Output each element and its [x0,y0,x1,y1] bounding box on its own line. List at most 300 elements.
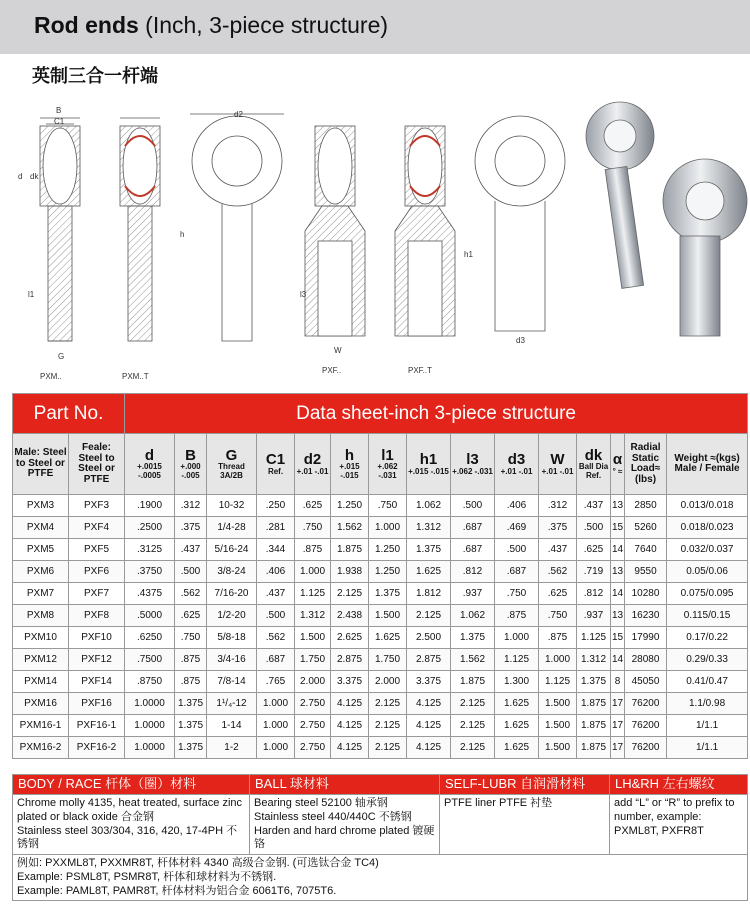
table-cell: 2.875 [407,649,451,671]
column-symbol: C1 [265,450,286,468]
column-tolerance: +.01 -.01 [500,466,533,476]
column-header: Radial Static Load≈ (lbs) [625,434,667,495]
table-cell: .5000 [125,605,175,627]
rod-end-photo [586,102,747,336]
column-symbol: dk [584,446,603,464]
table-cell: PXF12 [69,649,125,671]
table-cell: PXF16-2 [69,737,125,759]
table-cell: PXF4 [69,517,125,539]
column-tolerance: Ref. [267,466,284,476]
table-cell: 4.125 [331,693,369,715]
materials-lubr: PTFE liner PTFE 衬垫 [440,795,610,855]
table-cell: .500 [451,495,495,517]
drawing-label: PXF.. [322,366,342,375]
table-cell: 76200 [625,737,667,759]
table-cell: 7640 [625,539,667,561]
table-cell: 1.375 [175,693,207,715]
table-cell: PXM14 [13,671,69,693]
dim-label-c1: C1 [54,117,65,126]
drawing-pxf-t [395,126,455,336]
table-cell: 2.750 [295,737,331,759]
table-cell: 17 [611,715,625,737]
table-cell: 76200 [625,715,667,737]
table-cell: .687 [451,539,495,561]
table-cell: .719 [577,561,611,583]
table-cell: 1.875 [451,671,495,693]
table-cell: 76200 [625,693,667,715]
table-cell: .812 [451,561,495,583]
table-cell: 1.500 [539,737,577,759]
table-cell: 14 [611,583,625,605]
table-cell: 9550 [625,561,667,583]
table-cell: .687 [495,561,539,583]
table-cell: 1.625 [495,715,539,737]
part-no-header: Part No. [13,394,125,434]
table-row [13,517,748,539]
materials-table [12,774,748,901]
table-cell: 1.000 [257,715,295,737]
table-cell: 14 [611,649,625,671]
table-cell: PXF14 [69,671,125,693]
table-cell: .625 [539,583,577,605]
table-cell: 1.562 [451,649,495,671]
table-cell: 1.375 [175,715,207,737]
table-row [13,539,748,561]
table-cell: .562 [539,561,577,583]
table-cell: 3/4-16 [207,649,257,671]
table-cell: 0.075/0.095 [667,583,748,605]
table-row [13,737,748,759]
table-cell: .750 [369,495,407,517]
table-cell: 1.000 [295,561,331,583]
table-cell: .875 [539,627,577,649]
table-cell: 1/2-20 [207,605,257,627]
table-cell: PXF3 [69,495,125,517]
table-cell: .750 [495,583,539,605]
table-cell: 1.375 [577,671,611,693]
table-cell: 5/16-24 [207,539,257,561]
table-cell: 1.1/0.98 [667,693,748,715]
column-header [331,434,369,495]
table-cell: 5260 [625,517,667,539]
dim-label-b: B [56,106,62,115]
table-cell: .375 [175,517,207,539]
table-cell: .4375 [125,583,175,605]
column-symbol: d2 [303,450,322,468]
column-tolerance: Thread 3A/2B [218,462,245,480]
drawing-label: PXM..T [122,372,149,381]
table-cell: 1.0000 [125,715,175,737]
table-cell: .437 [539,539,577,561]
table-cell: .875 [495,605,539,627]
table-row [13,605,748,627]
table-row [13,649,748,671]
table-cell: 1/1.1 [667,737,748,759]
dim-label-g: G [58,352,65,361]
table-cell: 17 [611,693,625,715]
dim-label-l1: l1 [28,290,35,299]
column-symbol: d [144,446,155,464]
table-cell: 1.250 [369,539,407,561]
table-cell: 15 [611,517,625,539]
table-cell: 0.032/0.037 [667,539,748,561]
table-cell: 1.312 [295,605,331,627]
table-cell: 1-14 [207,715,257,737]
drawing-front-male [190,114,284,341]
materials-header-ball: BALL 球材料 [250,775,440,795]
table-cell: 45050 [625,671,667,693]
table-cell: 4.125 [331,715,369,737]
table-cell: 4.125 [407,715,451,737]
table-cell: 1.812 [407,583,451,605]
table-cell: 13 [611,561,625,583]
column-tolerance: +.01 -.01 [541,466,574,476]
table-cell: 1.062 [451,605,495,627]
table-cell: .3125 [125,539,175,561]
table-cell: 0.013/0.018 [667,495,748,517]
column-symbol: W [550,450,565,468]
table-cell: 1.125 [295,583,331,605]
table-cell: .500 [257,605,295,627]
table-cell: .312 [539,495,577,517]
table-cell: PXM10 [13,627,69,649]
table-cell: .406 [257,561,295,583]
column-symbol: d3 [507,450,526,468]
table-cell: 0.17/0.22 [667,627,748,649]
table-cell: 1.750 [295,649,331,671]
table-cell: .1900 [125,495,175,517]
column-tolerance: +.015 -.015 [339,462,360,480]
table-cell: 1.250 [331,495,369,517]
column-header [369,434,407,495]
table-cell: .562 [175,583,207,605]
table-cell: 1.125 [495,649,539,671]
dim-label-d3: d3 [516,336,525,345]
table-cell: 1.312 [407,517,451,539]
table-cell: PXF16 [69,693,125,715]
table-cell: 2.125 [407,605,451,627]
table-cell: PXM6 [13,561,69,583]
table-cell: 1.875 [331,539,369,561]
table-cell: .2500 [125,517,175,539]
table-cell: 2.500 [407,627,451,649]
table-cell: .875 [295,539,331,561]
table-cell: PXF5 [69,539,125,561]
table-cell: .937 [451,583,495,605]
column-header [451,434,495,495]
table-row [13,495,748,517]
table-cell: .875 [175,671,207,693]
table-cell: 13 [611,605,625,627]
table-cell: 1/1.1 [667,715,748,737]
table-cell: 1.875 [577,737,611,759]
column-tolerance: +.01 -.01 [296,466,329,476]
note-line: 例如: PXXML8T, PXXMR8T, 杆体材料 4340 高级合金钢. (可选钛合金 TC4) [17,857,379,869]
table-cell: .765 [257,671,295,693]
table-cell: .625 [175,605,207,627]
table-cell: 1.000 [257,737,295,759]
column-header [407,434,451,495]
table-cell: PXF7 [69,583,125,605]
table-cell: .687 [257,649,295,671]
table-cell: .750 [295,517,331,539]
table-cell: 2.000 [369,671,407,693]
table-cell: 1.000 [369,517,407,539]
materials-lhrh: add “L” or “R” to prefix to number, example: PXML8T, PXFR8T [610,795,748,855]
table-cell: 0.29/0.33 [667,649,748,671]
drawing-front-female [475,116,565,331]
table-cell: .625 [295,495,331,517]
table-cell: 1.375 [369,583,407,605]
table-cell: 4.125 [331,737,369,759]
table-cell: .312 [175,495,207,517]
table-cell: 1.625 [407,561,451,583]
table-cell: 4.125 [407,693,451,715]
table-cell: 2.875 [331,649,369,671]
table-cell: .437 [175,539,207,561]
table-row [13,583,748,605]
table-cell: PXF10 [69,627,125,649]
table-cell: 2.438 [331,605,369,627]
column-header [125,434,175,495]
table-cell: 2.125 [451,693,495,715]
table-cell: .281 [257,517,295,539]
table-cell: .469 [495,517,539,539]
dim-label-d: d [18,172,23,181]
materials-ball: Bearing steel 52100 轴承钢 Stainless steel 440/440C 不锈钢 Harden and hard chrome plated 镀硬铬 [250,795,440,855]
table-cell: 1.500 [539,715,577,737]
table-cell: 1.125 [539,671,577,693]
table-cell: PXF6 [69,561,125,583]
table-cell: 1.062 [407,495,451,517]
table-cell: .250 [257,495,295,517]
dim-label-dk: dk [30,172,39,181]
table-row [13,693,748,715]
table-cell: 2.000 [295,671,331,693]
table-cell: .375 [539,517,577,539]
table-cell: PXM7 [13,583,69,605]
table-row [13,627,748,649]
table-cell: 1.500 [369,605,407,627]
table-cell: PXF8 [69,605,125,627]
data-sheet-header: Data sheet-inch 3-piece structure [125,394,748,434]
table-cell: .344 [257,539,295,561]
column-symbol: h [344,446,355,464]
table-cell: .750 [539,605,577,627]
table-cell: 0.018/0.023 [667,517,748,539]
dim-label-h1: h1 [464,250,473,259]
table-cell: 1/4-28 [207,517,257,539]
table-cell: .875 [175,649,207,671]
table-cell: 28080 [625,649,667,671]
table-cell: 3.375 [331,671,369,693]
table-cell: 1.000 [495,627,539,649]
table-cell: .750 [175,627,207,649]
materials-header-lubr: SELF-LUBR 自润滑材料 [440,775,610,795]
table-cell: 1.500 [539,693,577,715]
column-tolerance: +.015 -.015 [408,466,449,476]
column-symbol: B [185,446,196,464]
table-cell: .3750 [125,561,175,583]
table-row [13,561,748,583]
table-cell: 1-2 [207,737,257,759]
table-cell: PXM16 [13,693,69,715]
table-cell: PXF16-1 [69,715,125,737]
data-table [12,393,748,759]
table-cell: .406 [495,495,539,517]
table-cell: 17990 [625,627,667,649]
table-cell: 14 [611,539,625,561]
table-cell: 2.750 [295,715,331,737]
note-line: Example: PSML8T, PSMR8T, 杆体和球材料为不锈钢. [17,870,277,883]
table-cell: .687 [451,517,495,539]
column-tolerance: +.000 -.005 [180,462,201,480]
table-cell: 1.125 [577,627,611,649]
table-cell: 2.125 [369,693,407,715]
technical-drawings [0,96,750,386]
column-symbol: α [612,450,623,468]
table-cell: 0.05/0.06 [667,561,748,583]
table-row [13,671,748,693]
table-cell: 1.625 [495,737,539,759]
table-cell: 1.375 [175,737,207,759]
drawing-pxm-t [120,118,160,341]
table-cell: 2.125 [451,737,495,759]
column-tolerance: ° ≈ [612,466,623,476]
column-symbol: h1 [419,450,438,468]
table-row [13,715,748,737]
column-symbol: l3 [466,450,479,468]
table-cell: .7500 [125,649,175,671]
table-cell: .437 [577,495,611,517]
materials-header-body: BODY / RACE 杆体（圈）材料 [13,775,250,795]
examples-notes [13,855,748,901]
column-header [539,434,577,495]
table-cell: 17 [611,737,625,759]
column-header [257,434,295,495]
table-cell: 1.250 [369,561,407,583]
table-cell: 1¹/₄-12 [207,693,257,715]
drawing-pxm [40,118,80,341]
table-cell: .500 [577,517,611,539]
column-header [611,434,625,495]
dim-label-h: h [180,230,185,239]
table-cell: PXM16-2 [13,737,69,759]
table-cell: 3/8-24 [207,561,257,583]
drawing-label: PXM.. [40,372,62,381]
table-cell: 7/8-14 [207,671,257,693]
table-cell: 1.500 [295,627,331,649]
dim-label-l3: l3 [300,290,307,299]
table-cell: 1.938 [331,561,369,583]
table-cell: 0.115/0.15 [667,605,748,627]
table-cell: 2.625 [331,627,369,649]
table-cell: 1.312 [577,649,611,671]
column-header: Male: Steel to Steel or PTFE [13,434,69,495]
table-cell: .937 [577,605,611,627]
materials-body: Chrome molly 4135, heat treated, surface zinc plated or black oxide 合金钢 Stainless steel 303/304, 316, 420, 17-4PH 不锈钢 [13,795,250,855]
table-cell: .437 [257,583,295,605]
table-cell: 4.125 [407,737,451,759]
table-cell: 5/8-18 [207,627,257,649]
table-cell: 1.375 [451,627,495,649]
column-header [495,434,539,495]
column-header [175,434,207,495]
table-cell: 1.875 [577,715,611,737]
table-cell: 8 [611,671,625,693]
column-header: Weight ≈(kgs) Male / Female [667,434,748,495]
table-cell: 1.0000 [125,693,175,715]
table-cell: PXM5 [13,539,69,561]
table-cell: 1.0000 [125,737,175,759]
column-tolerance: +.062 -.031 [377,462,398,480]
table-cell: PXM3 [13,495,69,517]
table-cell: 1.375 [407,539,451,561]
table-cell: 7/16-20 [207,583,257,605]
table-cell: 1.875 [577,693,611,715]
column-header: Feale: Steel to Steel or PTFE [69,434,125,495]
table-cell: 1.562 [331,517,369,539]
column-symbol: l1 [381,446,394,464]
table-cell: 2.750 [295,693,331,715]
materials-header-lhrh: LH&RH 左右螺纹 [610,775,748,795]
table-cell: 1.000 [539,649,577,671]
note-line: Example: PAML8T, PAMR8T, 杆体材料为铝合金 6061T6, 7075T6. [17,884,337,897]
column-header [207,434,257,495]
column-tolerance: Ball Dia Ref. [578,462,609,480]
table-cell: .812 [577,583,611,605]
table-cell: PXM4 [13,517,69,539]
table-cell: 2850 [625,495,667,517]
table-cell: .625 [577,539,611,561]
table-cell: .8750 [125,671,175,693]
table-cell: 3.375 [407,671,451,693]
title-bar [0,0,750,54]
drawing-pxf [305,126,365,336]
column-symbol: G [225,446,238,464]
table-cell: 15 [611,627,625,649]
column-tolerance: +.0015 -.0005 [137,462,162,480]
table-cell: 1.750 [369,649,407,671]
table-cell: 10-32 [207,495,257,517]
table-cell: 1.625 [495,693,539,715]
table-cell: .500 [495,539,539,561]
page-subtitle: 英制三合一杆端 [32,66,158,87]
table-cell: 2.125 [369,715,407,737]
table-cell: 10280 [625,583,667,605]
dim-label-d2: d2 [234,110,243,119]
table-cell: 16230 [625,605,667,627]
table-cell: PXM8 [13,605,69,627]
column-tolerance: +.062 -.031 [452,466,493,476]
table-cell: 1.300 [495,671,539,693]
dim-label-w: W [334,346,342,355]
table-cell: .562 [257,627,295,649]
column-header [295,434,331,495]
table-cell: 2.125 [451,715,495,737]
table-cell: 13 [611,495,625,517]
table-cell: PXM16-1 [13,715,69,737]
table-cell: 0.41/0.47 [667,671,748,693]
column-header [577,434,611,495]
table-cell: 1.000 [257,693,295,715]
table-cell: .500 [175,561,207,583]
table-cell: PXM12 [13,649,69,671]
page-title: Rod ends (Inch, 3-piece structure) [34,12,389,38]
table-cell: 2.125 [331,583,369,605]
table-cell: .6250 [125,627,175,649]
drawing-label: PXF..T [408,366,433,375]
